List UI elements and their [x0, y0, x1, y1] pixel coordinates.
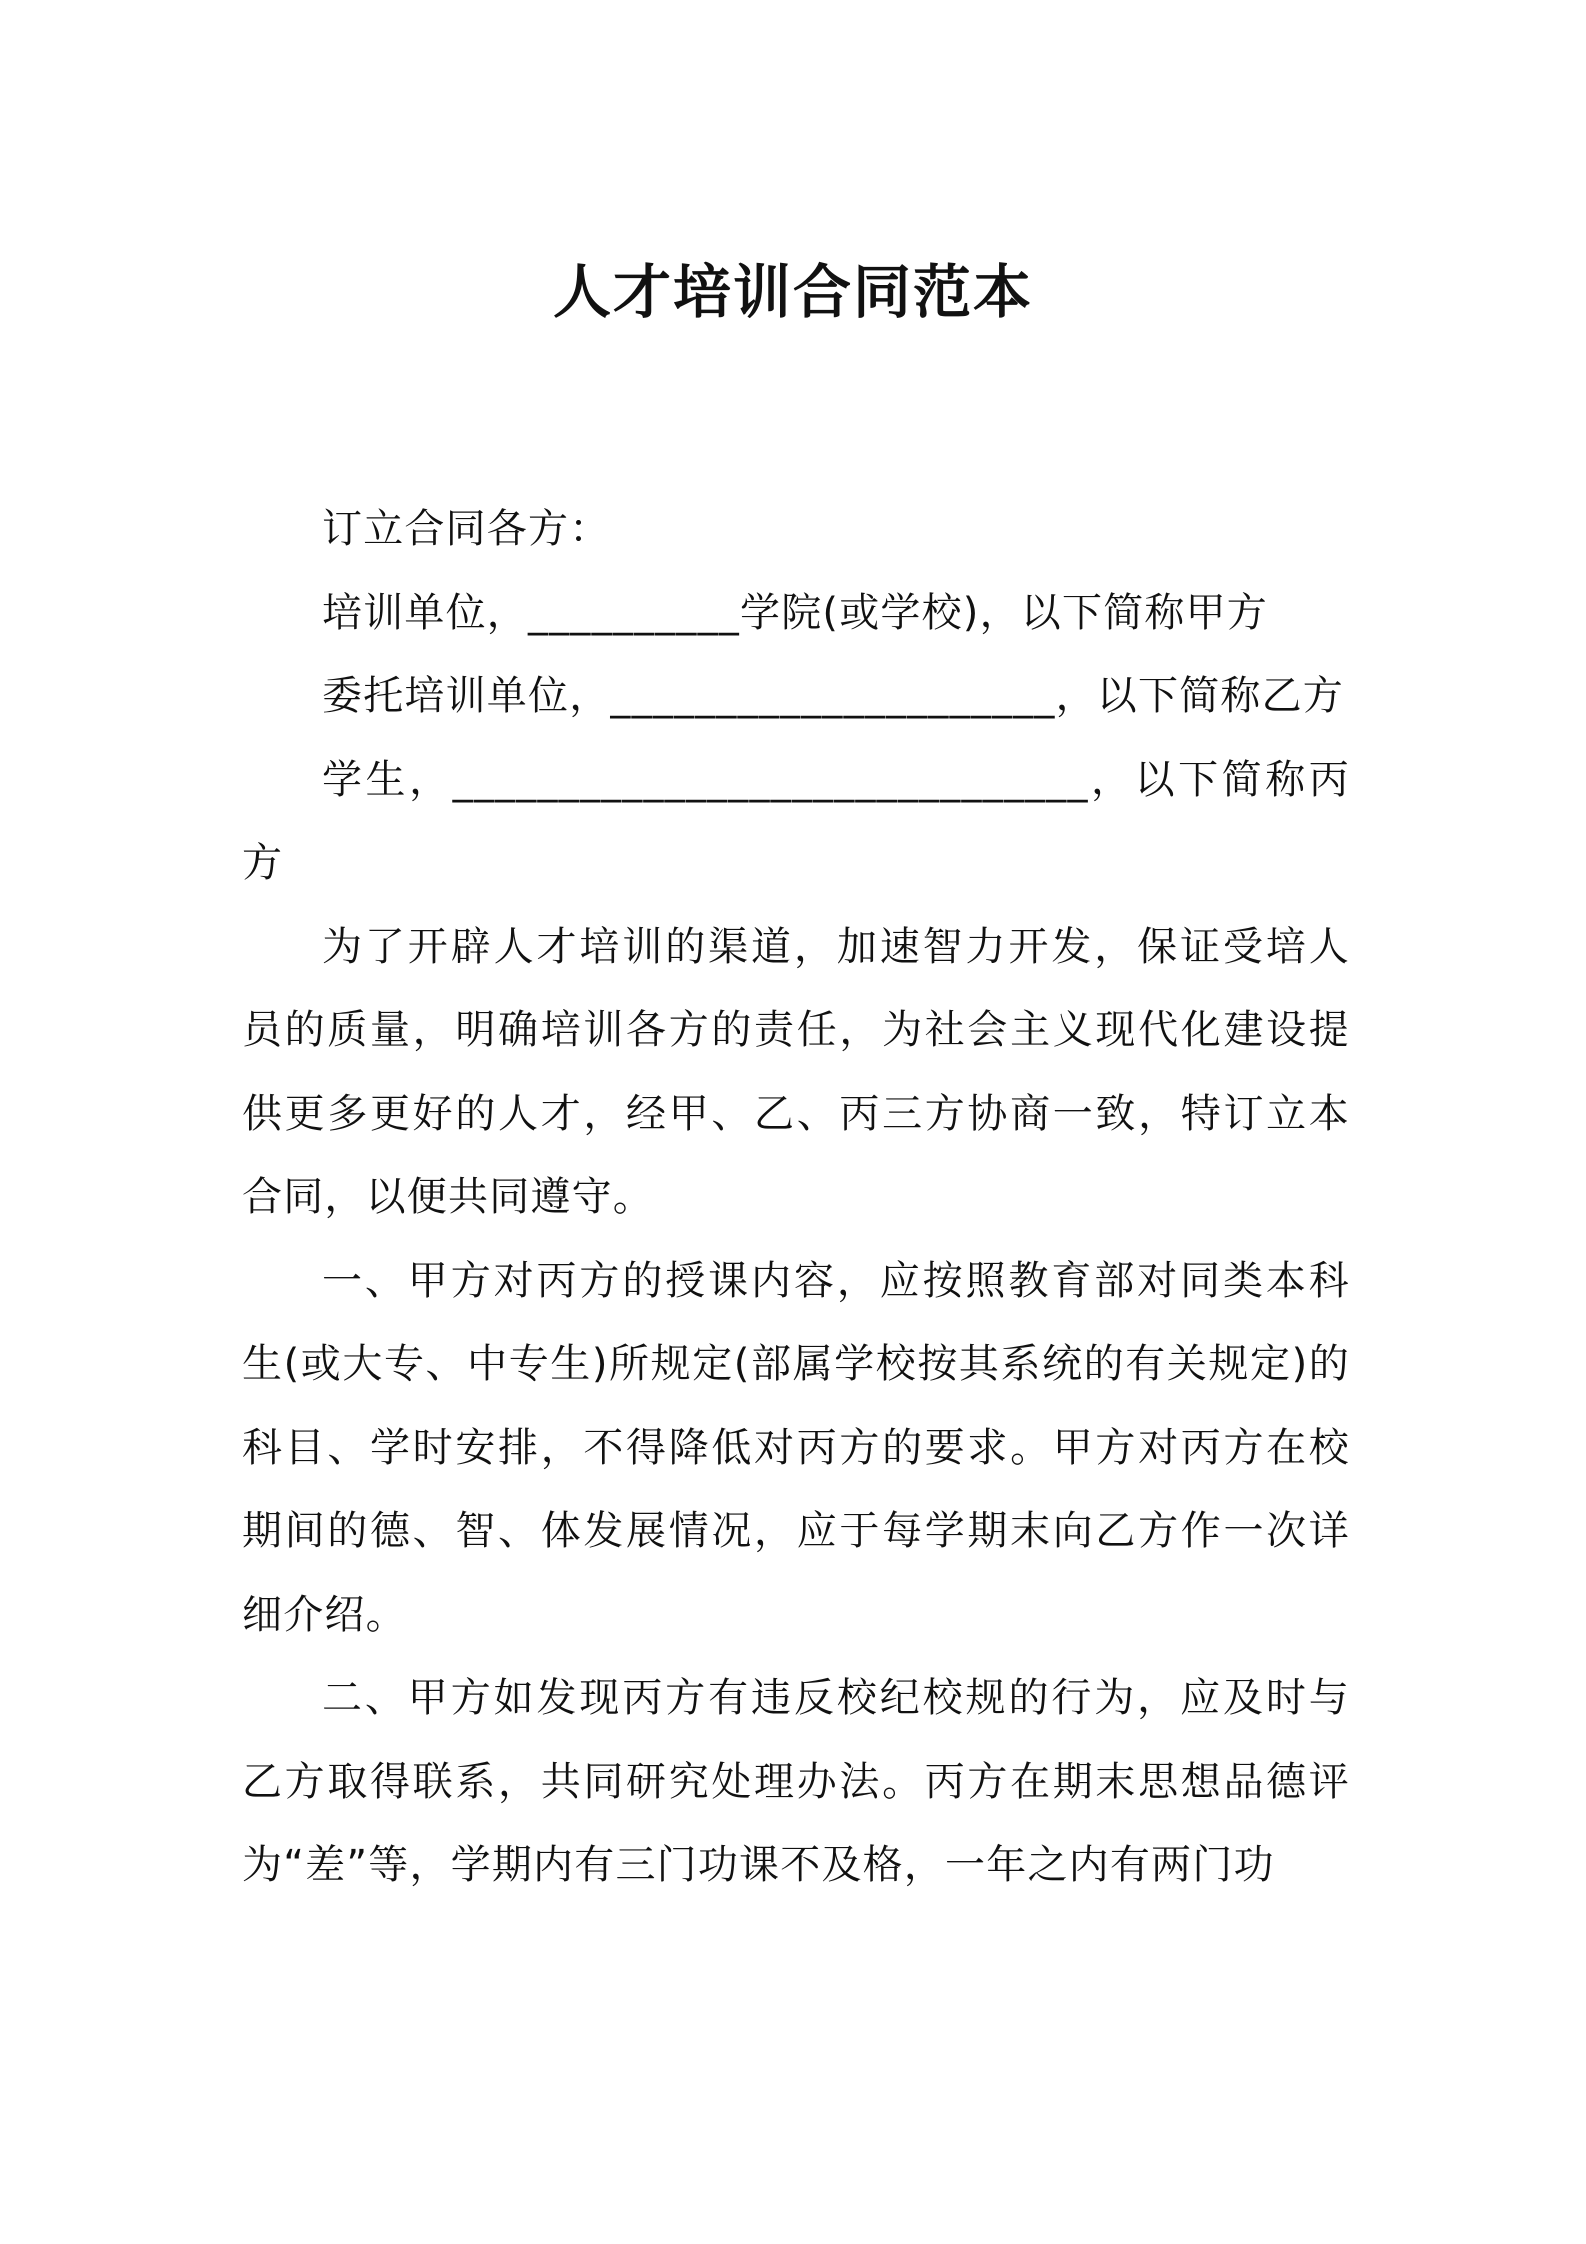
- party-b-line: 委托培训单位，_____________________，以下简称乙方: [322, 673, 1344, 719]
- document-title: 人才培训合同范本: [552, 258, 1033, 326]
- parties-heading: 订立合同各方：: [322, 506, 611, 552]
- party-a-line: 培训单位，__________学院(或学校)，以下简称甲方: [322, 589, 1269, 636]
- clause-2-paragraph: 二、甲方如发现丙方有违反校纪校规的行为，应及时与乙方取得联系，共同研究处理办法。丙方在期末思想品德评为“差”等，学期内有三门功课不及格，一年之内有两门功: [242, 1675, 1350, 1888]
- party-c-line: 学生，______________________________，以下简称丙方: [242, 756, 1350, 886]
- clause-1-paragraph: 一、甲方对丙方的授课内容，应按照教育部对同类本科生(或大专、中专生)所规定(部属学校按其系统的有关规定)的科目、学时安排，不得降低对丙方的要求。甲方对丙方在校期间的德、智、体发展情况，应于每学期末向乙方作一次详细介绍。: [242, 1257, 1350, 1638]
- document-body: [242, 488, 1350, 1908]
- preamble-paragraph: 为了开辟人才培训的渠道，加速智力开发，保证受培人员的质量，明确培训各方的责任，为社会主义现代化建设提供更多更好的人才，经甲、乙、丙三方协商一致，特订立本合同，以便共同遵守。: [242, 923, 1350, 1220]
